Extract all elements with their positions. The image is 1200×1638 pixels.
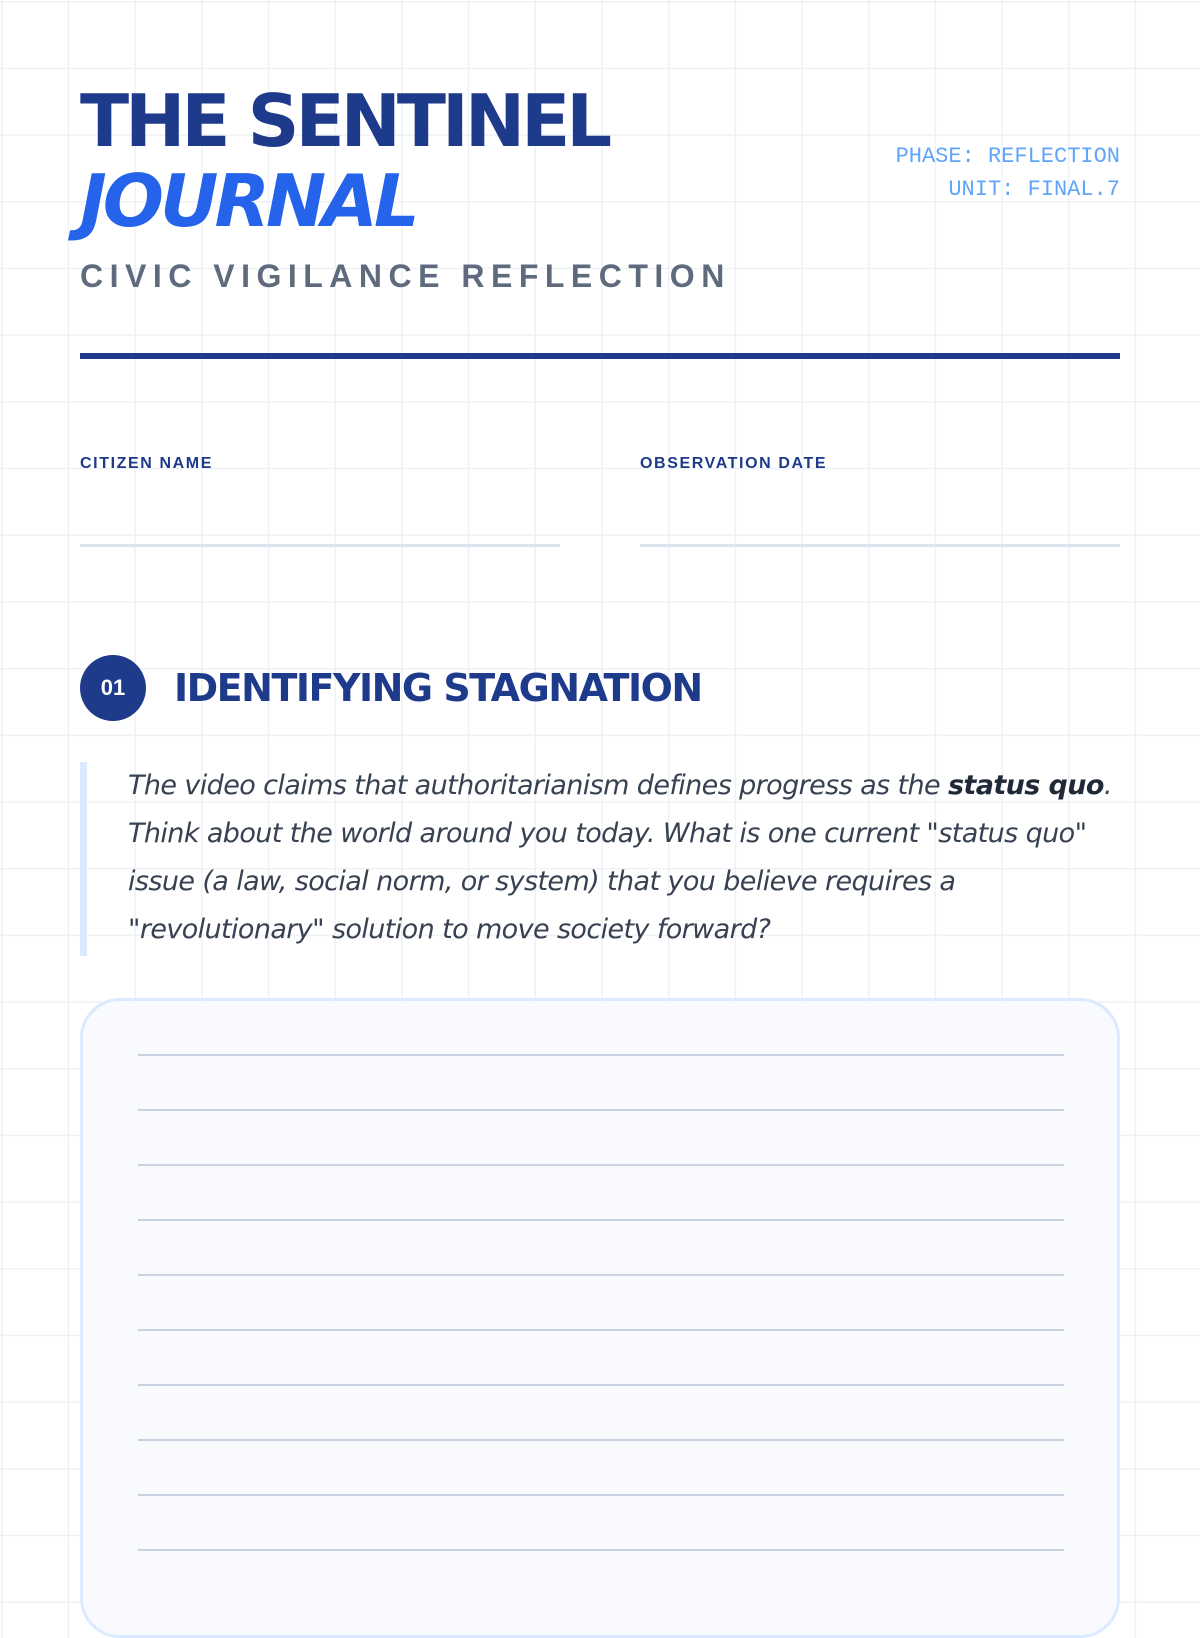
answer-writing-area[interactable] [80,998,1120,1638]
prompt-text-start: The video claims that authoritarianism defines progress as the [128,770,948,801]
answer-ruled-line [138,1109,1064,1111]
observation-date-field[interactable] [640,544,1120,547]
prompt-emphasis: status quo [947,770,1104,801]
journal-title-line2: JOURNAL [80,159,416,243]
answer-ruled-line [138,1384,1064,1386]
section-prompt [80,762,1120,956]
answer-ruled-line [138,1329,1064,1331]
answer-ruled-line [138,1054,1064,1056]
observation-date-label: OBSERVATION DATE [640,455,828,472]
citizen-name-field[interactable] [80,544,560,547]
answer-ruled-line [138,1439,1064,1441]
answer-ruled-line [138,1164,1064,1166]
prompt-text-end: . Think about the world around you today. What is one current "status quo" issue (a law, social norm, or system) that you believe requires a "revolutionary" solution to move society forward? [128,770,1112,945]
journal-title-line1: THE SENTINEL [80,79,609,163]
answer-ruled-line [138,1274,1064,1276]
unit-label: UNIT: FINAL.7 [948,177,1120,202]
answer-ruled-line [138,1549,1064,1551]
section-number-badge: 01 [80,655,146,721]
section-title: IDENTIFYING STAGNATION [174,666,702,710]
answer-ruled-line [138,1494,1064,1496]
phase-unit-meta [896,140,1120,206]
answer-ruled-line [138,1219,1064,1221]
header-divider [80,353,1120,359]
citizen-name-label: CITIZEN NAME [80,455,213,472]
journal-subtitle: CIVIC VIGILANCE REFLECTION [80,258,731,294]
phase-label: PHASE: REFLECTION [895,144,1120,169]
